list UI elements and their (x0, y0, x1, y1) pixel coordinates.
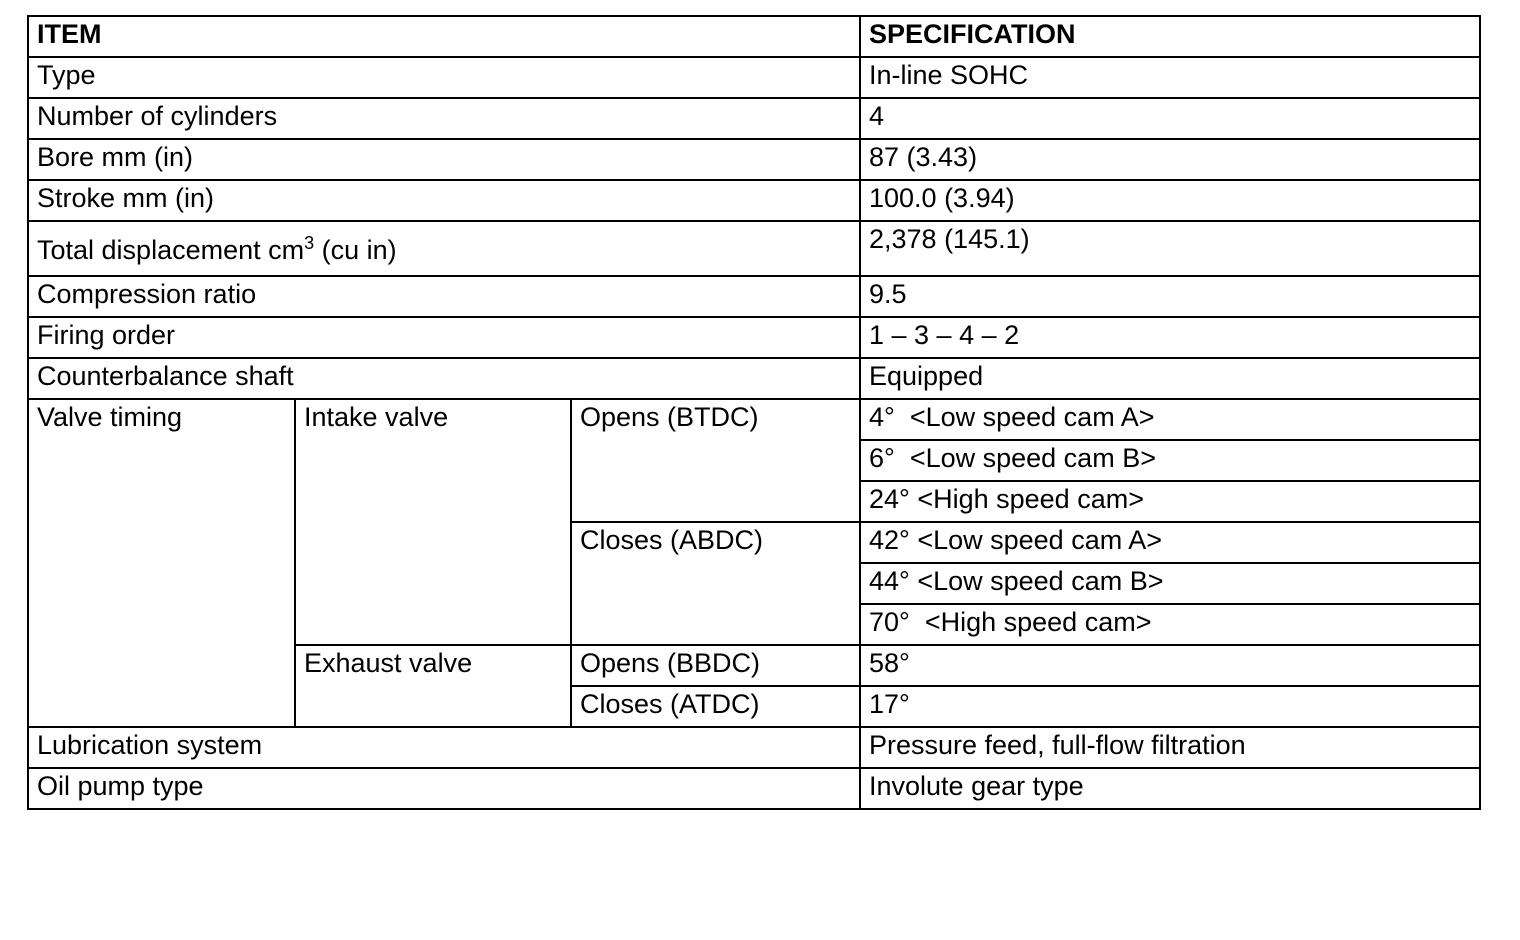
item-cell: Firing order (28, 317, 860, 358)
exhaust-opens-label: Opens (BBDC) (571, 645, 860, 686)
table-row (28, 276, 1480, 317)
item-cell: Stroke mm (in) (28, 180, 860, 221)
spec-cell: 100.0 (3.94) (860, 180, 1480, 221)
spec-cell: 70° <High speed cam> (860, 604, 1480, 645)
item-cell: Compression ratio (28, 276, 860, 317)
exhaust-closes-label: Closes (ATDC) (571, 686, 860, 727)
table-row (28, 727, 1480, 768)
intake-opens-label: Opens (BTDC) (571, 399, 860, 522)
table-row (28, 180, 1480, 221)
valve-timing-label: Valve timing (28, 399, 295, 727)
spec-cell: 4 (860, 98, 1480, 139)
spec-cell: 1 – 3 – 4 – 2 (860, 317, 1480, 358)
table-row (28, 399, 1480, 440)
table-row (28, 768, 1480, 809)
item-cell: Number of cylinders (28, 98, 860, 139)
intake-closes-label: Closes (ABDC) (571, 522, 860, 645)
item-cell: Lubrication system (28, 727, 860, 768)
header-specification: SPECIFICATION (860, 16, 1480, 57)
table-row (28, 98, 1480, 139)
item-cell: Oil pump type (28, 768, 860, 809)
table-row (28, 317, 1480, 358)
spec-table (27, 15, 1481, 810)
spec-cell: 58° (860, 645, 1480, 686)
spec-cell: 6° <Low speed cam B> (860, 440, 1480, 481)
superscript: 3 (304, 232, 315, 253)
table-row (28, 139, 1480, 180)
spec-cell: 9.5 (860, 276, 1480, 317)
table-row (28, 358, 1480, 399)
item-text: (cu in) (314, 234, 397, 265)
spec-cell: 42° <Low speed cam A> (860, 522, 1480, 563)
table-row (28, 57, 1480, 98)
spec-cell: Pressure feed, full-flow filtration (860, 727, 1480, 768)
spec-cell: Equipped (860, 358, 1480, 399)
spec-cell: 4° <Low speed cam A> (860, 399, 1480, 440)
exhaust-valve-label: Exhaust valve (295, 645, 571, 727)
header-item: ITEM (28, 16, 860, 57)
intake-valve-label: Intake valve (295, 399, 571, 645)
spec-cell: 44° <Low speed cam B> (860, 563, 1480, 604)
spec-cell: Involute gear type (860, 768, 1480, 809)
item-cell: Bore mm (in) (28, 139, 860, 180)
item-text: Total displacement cm (37, 234, 305, 265)
item-cell: Type (28, 57, 860, 98)
item-cell (28, 221, 860, 276)
spec-cell: 87 (3.43) (860, 139, 1480, 180)
item-cell: Counterbalance shaft (28, 358, 860, 399)
header-row (28, 16, 1480, 57)
spec-cell: In-line SOHC (860, 57, 1480, 98)
spec-cell: 24° <High speed cam> (860, 481, 1480, 522)
spec-cell: 17° (860, 686, 1480, 727)
spec-cell: 2,378 (145.1) (860, 221, 1480, 276)
table-row (28, 221, 1480, 276)
